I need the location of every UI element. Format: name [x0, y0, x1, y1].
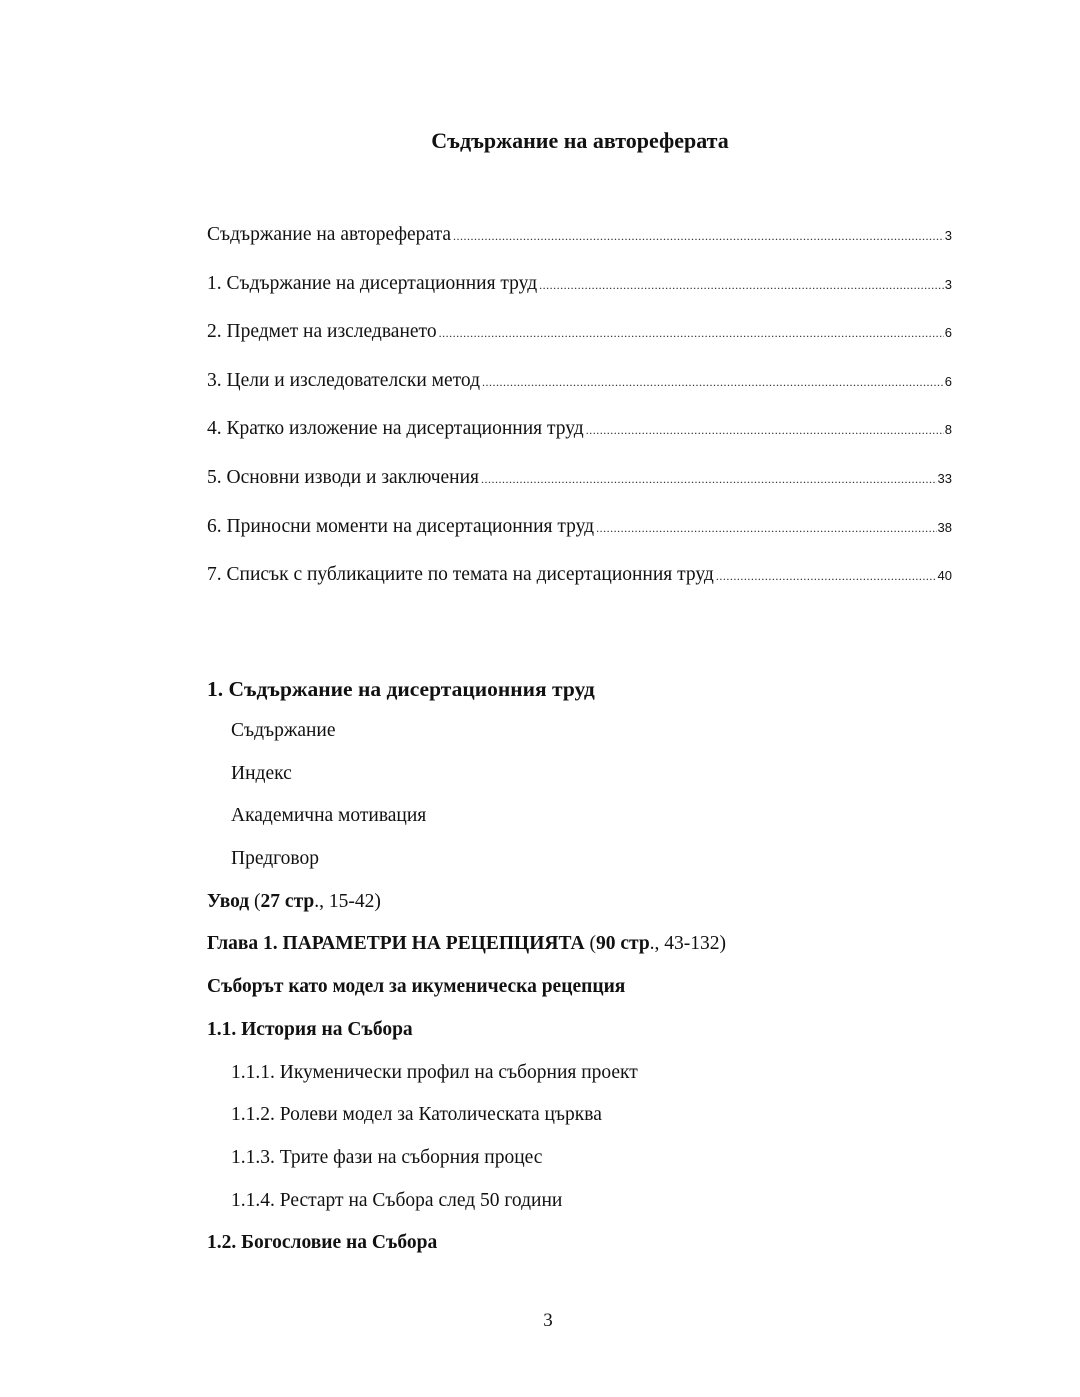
dissertation-contents-section	[207, 675, 967, 1272]
toc-entry[interactable]	[207, 224, 952, 273]
table-of-contents	[207, 224, 952, 613]
page-title: Съдържание на автореферата	[431, 128, 729, 153]
subsection-item: 1.1.2. Ролеви модел за Католическата църква	[231, 1104, 602, 1126]
toc-entry[interactable]	[207, 418, 952, 467]
toc-dot-leader	[596, 521, 936, 536]
toc-entry-page: 33	[937, 470, 952, 486]
toc-dot-leader	[453, 229, 944, 244]
subsection-item: 1.1.1. Икуменически профил на съборния проект	[231, 1061, 638, 1083]
toc-entry-label: 3. Цели и изследователски метод	[207, 369, 480, 391]
toc-entry-label: 5. Основни изводи и заключения	[207, 466, 480, 488]
toc-dot-leader	[439, 326, 944, 341]
section-heading: 1. Съдържание на дисертационния труд	[207, 677, 595, 701]
toc-entry-label: 7. Списък с публикациите по темата на дисертационния труд	[207, 564, 714, 586]
subsection-title: 1.1. История на Събора	[207, 1018, 413, 1040]
toc-dot-leader	[716, 569, 937, 584]
chapter-1-line	[207, 930, 967, 973]
intro-line	[207, 888, 967, 931]
toc-dot-leader	[539, 278, 944, 293]
front-matter-item: Индекс	[231, 762, 292, 784]
chapter-1-pages-count: 90 стр	[595, 933, 650, 955]
toc-entry-page: 8	[944, 422, 952, 438]
toc-dot-leader	[586, 423, 944, 438]
toc-entry-label: 4. Кратко изложение на дисертационния труд	[207, 418, 584, 440]
subsection-item: 1.1.3. Трите фази на съборния процес	[231, 1146, 543, 1168]
toc-entry[interactable]	[207, 273, 952, 322]
chapter-1-page-range: ., 43-132)	[649, 933, 727, 955]
subsection-item: 1.1.4. Рестарт на Събора след 50 години	[231, 1189, 563, 1211]
intro-pages-count: 27 стр	[260, 890, 315, 912]
chapter-subtitle: Съборът като модел за икуменическа рецепция	[207, 976, 626, 998]
chapter-1-open-paren: (	[584, 933, 596, 955]
toc-entry-page: 38	[937, 519, 952, 535]
toc-entry-label: 6. Приносни моменти на дисертационния труд	[207, 515, 595, 537]
page-number: 3	[543, 1310, 553, 1331]
toc-entry-page: 3	[944, 228, 952, 243]
toc-entry-label: 1. Съдържание на дисертационния труд	[207, 272, 538, 294]
toc-entry-label: Съдържание на автореферата	[207, 224, 451, 245]
subsection-title: 1.2. Богословие на Събора	[207, 1232, 438, 1254]
toc-entry-page: 6	[944, 325, 952, 341]
intro-open-paren: (	[249, 890, 261, 912]
toc-entry[interactable]	[207, 370, 952, 419]
front-matter-item: Предговор	[231, 848, 319, 870]
toc-entry-page: 6	[944, 373, 952, 389]
toc-entry-page: 40	[937, 568, 952, 584]
intro-page-range: ., 15-42)	[314, 890, 381, 912]
toc-entry-page: 3	[944, 276, 952, 292]
front-matter-item: Съдържание	[231, 720, 336, 741]
toc-entry[interactable]	[207, 321, 952, 370]
toc-dot-leader	[482, 375, 944, 390]
chapter-1-title: Глава 1. ПАРАМЕТРИ НА РЕЦЕПЦИЯТА	[207, 933, 585, 955]
toc-entry[interactable]	[207, 467, 952, 516]
intro-label: Увод	[207, 890, 250, 912]
front-matter-item: Академична мотивация	[231, 805, 427, 827]
toc-entry[interactable]	[207, 516, 952, 565]
toc-dot-leader	[481, 472, 937, 487]
toc-entry-label: 2. Предмет на изследването	[207, 321, 437, 343]
toc-entry[interactable]	[207, 564, 952, 613]
